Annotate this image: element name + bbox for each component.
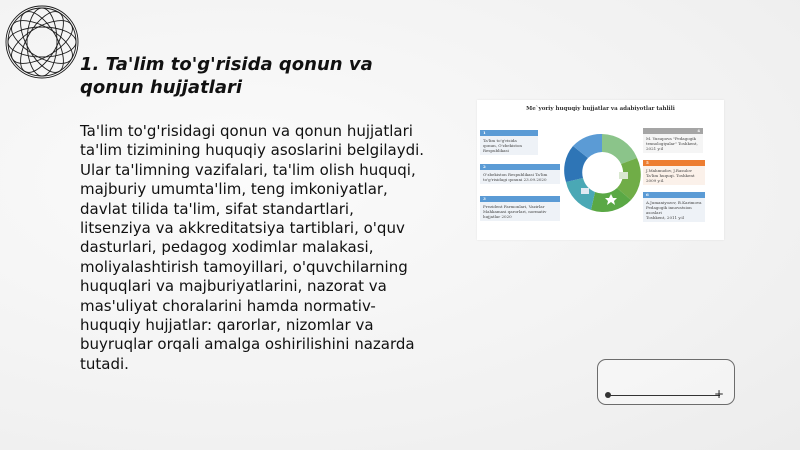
card-line: Pedagogik innovatsion asoslari (646, 205, 692, 215)
figure-card-2 (480, 164, 560, 184)
card-header: 2 (480, 164, 560, 170)
card-line: to'g'risidagi qonuni 23.09.2020 (483, 177, 547, 182)
timeline-track[interactable] (608, 395, 720, 396)
card-line: Respublikasi (483, 148, 509, 153)
figure-card-1 (480, 130, 538, 155)
card-line: hujjatlar 2020 (483, 214, 512, 219)
card-line: Ta'lim huquqi. Toshkent 2009 y.il. (646, 173, 695, 183)
card-line: Toshkent, 2011 y.il (646, 215, 684, 220)
card-line: qonun, O'zbekiston (483, 143, 523, 148)
plus-icon[interactable]: + (714, 387, 725, 401)
card-line: Prezident Farmonlari, Vazirlar (483, 204, 545, 209)
card-line: O'zbekiston Respublikasi Ta'lim (483, 172, 548, 177)
cycle-diagram (561, 128, 643, 220)
record-dot-icon[interactable] (605, 392, 611, 398)
card-line: J.Mahmudov, J.Rasulov (646, 168, 692, 173)
card-line: Mahkamasi qarorlari, normativ (483, 209, 547, 214)
card-header: 6 (643, 192, 705, 198)
slide-title: 1. Ta'lim to'g'risida qonun va qonun hujjatlari (80, 54, 373, 98)
figure-card-4 (643, 128, 703, 153)
literature-analysis-figure (477, 100, 724, 240)
figure-card-3 (480, 196, 560, 221)
card-line: Ta'lim to'g'risida (483, 138, 517, 143)
spirograph-logo-icon (2, 2, 82, 82)
figure-card-6 (643, 192, 705, 222)
figure-card-5 (643, 160, 705, 185)
card-line: A.Jumaniyozov, B.Karimova (646, 200, 702, 205)
card-line: M. Yusupova "Pedagogik (646, 136, 696, 141)
slide-body-text: Ta'lim to'g'risidagi qonun va qonun hujjatlari ta'lim tizimining huquqiy asoslarini belgilaydi. Ular ta'limning vazifalari, ta'lim olish huquqi, majburiy umumta'lim, teng imkoniyatlar, davlat tilida ta'lim, sifat standartlari, litsenziya va akkreditatsiya tartiblari, o'quv dasturlari, pedagog xodimlar malakasi, moliyalashtirish tamoyillari, o'quvchilarning huquqlari va majburiyatlarini, nazorat va mas'uliyat choralarini hamda normativ-huquqiy hujjatlar: qarorlar, nizomlar va buyruqlar orqali amalga oshirilishini nazarda tutadi. (80, 122, 425, 373)
figure-title: Me`yoriy huquqiy hujjatlar va adabiyotlar tahlili (526, 106, 675, 112)
card-header: 3 (480, 196, 560, 202)
card-line: texnologiyalar" Toshkent, 2021 y.il (646, 141, 698, 151)
card-header: 4 (643, 128, 703, 134)
card-header: 5 (643, 160, 705, 166)
presentation-control-box[interactable] (597, 359, 735, 405)
card-header: 1 (480, 130, 538, 136)
